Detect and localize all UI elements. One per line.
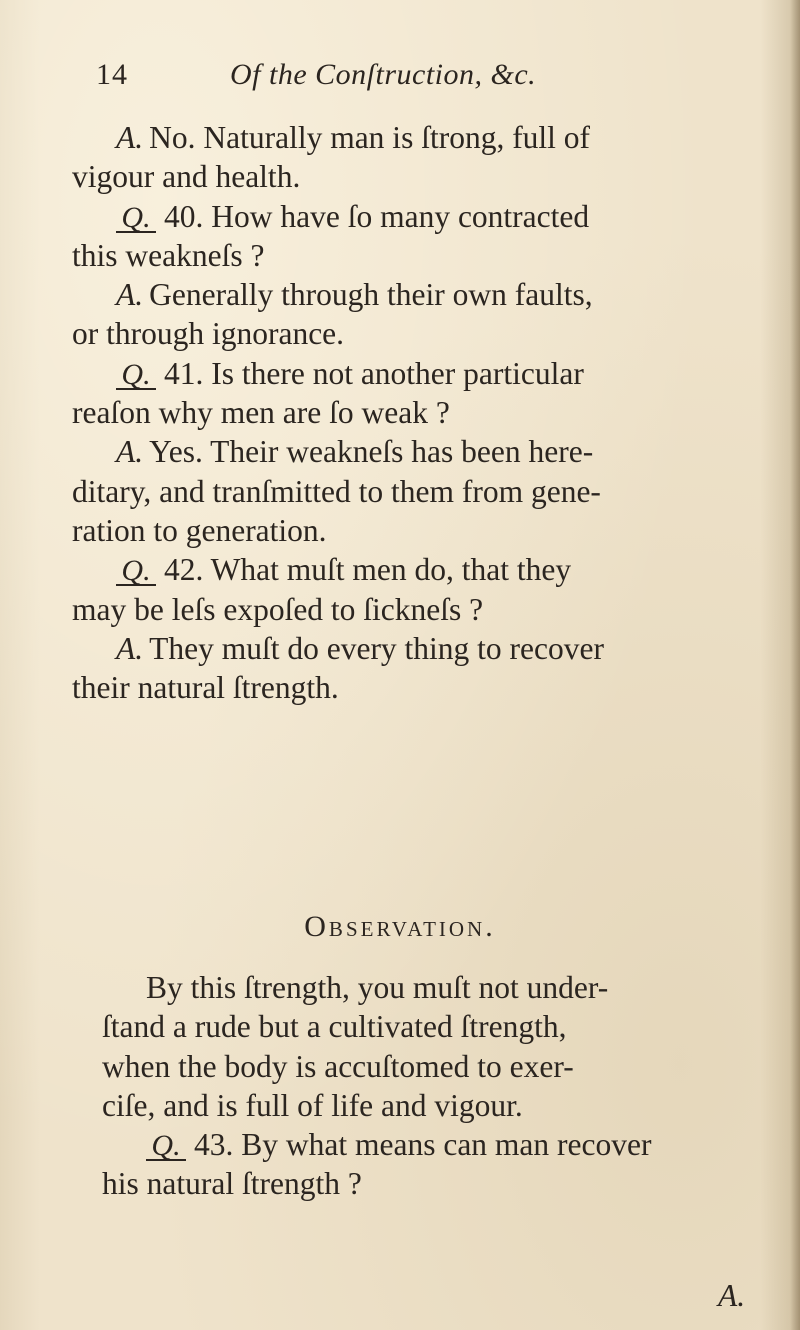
line-text: may be leſs expoſed to ſickneſs ? bbox=[72, 591, 484, 627]
observation-heading: Observation. bbox=[304, 910, 496, 943]
question-marker: Q. bbox=[116, 362, 156, 390]
line-text: ditary, and tranſmitted to them from gene- bbox=[72, 473, 601, 509]
answer-line bbox=[72, 629, 772, 668]
answer-line bbox=[72, 118, 772, 157]
answer-marker: A. bbox=[116, 120, 144, 155]
text-line bbox=[72, 472, 772, 511]
answer-line bbox=[72, 432, 772, 471]
line-text: By this ſtrength, you muſt not under- bbox=[146, 970, 609, 1005]
line-text: 42. What muſt men do, that they bbox=[164, 552, 572, 588]
line-text: or through ignorance. bbox=[72, 316, 345, 352]
line-text: ſtand a rude but a cultivated ſtrength, bbox=[102, 1009, 567, 1045]
line-text: when the body is accuſtomed to exer- bbox=[102, 1048, 574, 1084]
line-text: No. Naturally man is ſtrong, full of bbox=[149, 120, 591, 155]
page-number: 14 bbox=[96, 58, 128, 91]
text-line bbox=[102, 1047, 782, 1086]
text-line bbox=[72, 590, 772, 629]
line-text: their natural ſtrength. bbox=[72, 670, 339, 706]
question-marker: Q. bbox=[146, 1133, 186, 1161]
question-marker: Q. bbox=[116, 558, 156, 586]
line-text: 40. How have ſo many contracted bbox=[164, 198, 590, 234]
line-text: 43. By what means can man recover bbox=[194, 1127, 652, 1163]
answer-marker: A. bbox=[116, 277, 144, 313]
text-line bbox=[72, 393, 772, 432]
text-line bbox=[72, 236, 772, 275]
text-line bbox=[72, 668, 772, 707]
paragraph-first-line bbox=[102, 968, 782, 1007]
line-text: this weakneſs ? bbox=[72, 237, 265, 273]
question-line bbox=[102, 1125, 782, 1164]
line-text: ration to generation. bbox=[72, 512, 327, 548]
answer-marker: A. bbox=[116, 630, 144, 666]
answer-line bbox=[72, 275, 772, 314]
line-text: Yes. Their weakneſs has been here- bbox=[149, 434, 594, 470]
line-text: vigour and health. bbox=[72, 159, 301, 195]
observation-text bbox=[102, 968, 782, 1204]
question-line bbox=[72, 550, 772, 589]
answer-marker: A. bbox=[116, 434, 144, 470]
text-line bbox=[102, 1164, 782, 1203]
line-text: his natural ſtrength ? bbox=[102, 1166, 362, 1202]
text-line bbox=[72, 157, 772, 196]
line-text: They muſt do every thing to recover bbox=[149, 630, 604, 666]
running-head bbox=[96, 58, 776, 98]
catchword: A. bbox=[718, 1278, 746, 1313]
question-line bbox=[72, 354, 772, 393]
text-line bbox=[72, 511, 772, 550]
text-line bbox=[102, 1007, 782, 1046]
line-text: 41. Is there not another particular bbox=[164, 355, 584, 391]
line-text: Generally through their own faults, bbox=[149, 277, 593, 313]
text-line bbox=[102, 1086, 782, 1125]
running-title: Of the Conſtruction, &c. bbox=[230, 58, 537, 91]
text-line bbox=[72, 314, 772, 353]
line-text: ciſe, and is full of life and vigour. bbox=[102, 1087, 523, 1123]
question-marker: Q. bbox=[116, 205, 156, 233]
page-edge-shadow bbox=[790, 0, 800, 1330]
line-text: reaſon why men are ſo weak ? bbox=[72, 395, 450, 431]
question-line bbox=[72, 197, 772, 236]
catechism-text bbox=[72, 118, 772, 707]
